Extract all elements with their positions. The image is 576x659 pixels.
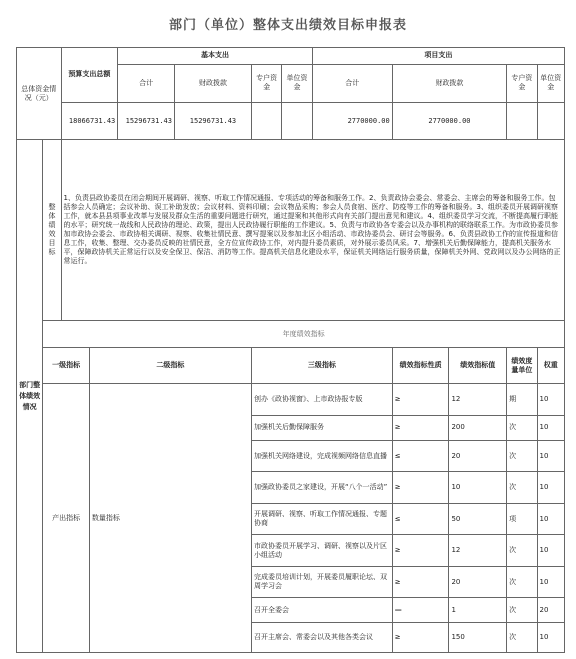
indicator-weight: 10 (537, 472, 564, 504)
indicator-value: 1 (449, 598, 507, 623)
basic-total-header: 合计 (118, 64, 175, 102)
indicator-weight: 10 (537, 384, 564, 416)
indicator-name: 召开主席会、常委会以及其他各类会议 (251, 623, 392, 653)
total-budget-label: 预算支出总额 (61, 48, 118, 103)
indicator-unit: 期 (507, 384, 537, 416)
indicator-nature: — (392, 598, 449, 623)
indicator-name: 加强机关网络建设，完成视频网络信息直播 (251, 440, 392, 472)
indicator-nature: ≤ (392, 503, 449, 535)
basic-total-value: 15296731.43 (118, 102, 175, 140)
indicator-name: 加强政协委员之家建设，开展“八个一活动” (251, 472, 392, 504)
value-header: 绩效指标值 (449, 348, 507, 384)
indicator-name: 创办《政协视窗》、上市政协报专版 (251, 384, 392, 416)
indicator-unit: 次 (507, 623, 537, 653)
basic-unit-header: 单位资金 (282, 64, 312, 102)
indicator-value: 200 (449, 415, 507, 440)
basic-fiscal-header: 财政拨款 (174, 64, 251, 102)
annual-indicators-label: 年度绩效指标 (43, 321, 565, 348)
project-expense-label: 项目支出 (312, 48, 564, 65)
total-budget-value: 18066731.43 (61, 102, 118, 140)
indicator-name: 市政协委员开展学习、调研、视察以及片区小组活动 (251, 535, 392, 567)
indicator-nature: ≥ (392, 472, 449, 504)
indicator-nature: ≥ (392, 623, 449, 653)
indicator-value: 12 (449, 535, 507, 567)
level2-value: 数量指标 (89, 384, 251, 653)
indicator-value: 12 (449, 384, 507, 416)
indicator-weight: 10 (537, 535, 564, 567)
indicator-name: 开展调研、视察、听取工作情况通报、专题协商 (251, 503, 392, 535)
nature-header: 绩效指标性质 (392, 348, 449, 384)
total-funds-label: 总体资金情况（元） (17, 48, 62, 140)
unit-header: 绩效度量单位 (507, 348, 537, 384)
project-unit-value (537, 102, 564, 140)
project-total-header: 合计 (312, 64, 392, 102)
indicator-nature: ≥ (392, 535, 449, 567)
indicator-unit: 次 (507, 598, 537, 623)
level1-value: 产出指标 (43, 384, 90, 653)
table-row (17, 384, 565, 416)
indicator-weight: 20 (537, 598, 564, 623)
project-special-header: 专户资金 (507, 64, 537, 102)
indicator-nature: ≥ (392, 566, 449, 598)
indicator-weight: 10 (537, 503, 564, 535)
indicator-unit: 次 (507, 566, 537, 598)
level3-header: 三级指标 (251, 348, 392, 384)
level1-header: 一级指标 (43, 348, 90, 384)
section-label: 部门整体绩效情况 (17, 140, 43, 653)
indicator-nature: ≥ (392, 384, 449, 416)
project-special-value (507, 102, 537, 140)
project-total-value: 2770000.00 (312, 102, 392, 140)
basic-special-header: 专户资金 (251, 64, 281, 102)
indicator-name: 完成委员培训计划，开展委员履职论坛、双周学习会 (251, 566, 392, 598)
indicator-value: 50 (449, 503, 507, 535)
indicator-value: 20 (449, 566, 507, 598)
indicator-unit: 次 (507, 415, 537, 440)
indicator-weight: 10 (537, 415, 564, 440)
indicator-weight: 10 (537, 566, 564, 598)
indicator-nature: ≥ (392, 415, 449, 440)
indicator-weight: 10 (537, 440, 564, 472)
project-unit-header: 单位资金 (537, 64, 564, 102)
indicator-weight: 10 (537, 623, 564, 653)
project-fiscal-header: 财政拨款 (392, 64, 506, 102)
indicator-name: 加强机关后勤保障服务 (251, 415, 392, 440)
indicator-value: 150 (449, 623, 507, 653)
indicator-unit: 次 (507, 472, 537, 504)
indicator-value: 20 (449, 440, 507, 472)
indicator-name: 召开全委会 (251, 598, 392, 623)
goal-label: 整体绩效目标 (43, 140, 61, 321)
indicator-nature: ≤ (392, 440, 449, 472)
basic-unit-value (282, 102, 312, 140)
basic-special-value (251, 102, 281, 140)
indicator-value: 10 (449, 472, 507, 504)
basic-expense-label: 基本支出 (118, 48, 312, 65)
indicator-unit: 次 (507, 440, 537, 472)
performance-form-table (16, 47, 565, 653)
indicator-unit: 项 (507, 503, 537, 535)
indicator-unit: 次 (507, 535, 537, 567)
project-fiscal-value: 2770000.00 (392, 102, 506, 140)
basic-fiscal-value: 15296731.43 (174, 102, 251, 140)
page-title: 部门（单位）整体支出绩效目标申报表 (168, 18, 407, 33)
goal-text: 1、负责县政协委员在闭会期间开展调研、视察、听取工作情况通报、专项活动的筹备和服务工作。2、负责政协会委会、常委会、主席会的筹备和服务工作。包括参会人员确定；会议补助、误工补助发放；会议材料、资料印刷；会议物品采购；参会人员食宿、医疗、防疫等工作的筹备和服务。3、组织委员开展调研视察工作，就本县县项事业改革与发展及群众生活的重要问题进行研究，通过提案和其他形式向有关部门提出意见和建议。4、组织委员学习交流，不断提高履行职能的水平；研究统一战线和人民政协的理论、政策，提出人民政协履行职能的工作建议。5、负责与市政协各专委会以及办事机构的联络联系工作。为市政协委员参加市政协会委会、市政协相关调研、视察、收集社情民意、撰写提案以及参加北区小组活动、市政协委员会、研讨会等服务。6、负责县政协工作的宣传报道和信息工作，收集、整理、交办委员反映的社情民意，全方位宣传政协工作，对内提升委员素质，对外展示委员风采。7、增强机关后勤保障能力，提高机关服务水平，保障政协机关正常运行以及安全保卫、保洁、消防等工作。提高机关信息化建设水平，保证机关网络运行服务质量，保障机关外网、党政网以及办公网络的正常运行。 (61, 140, 564, 321)
level2-header: 二级指标 (89, 348, 251, 384)
weight-header: 权重 (537, 348, 564, 384)
